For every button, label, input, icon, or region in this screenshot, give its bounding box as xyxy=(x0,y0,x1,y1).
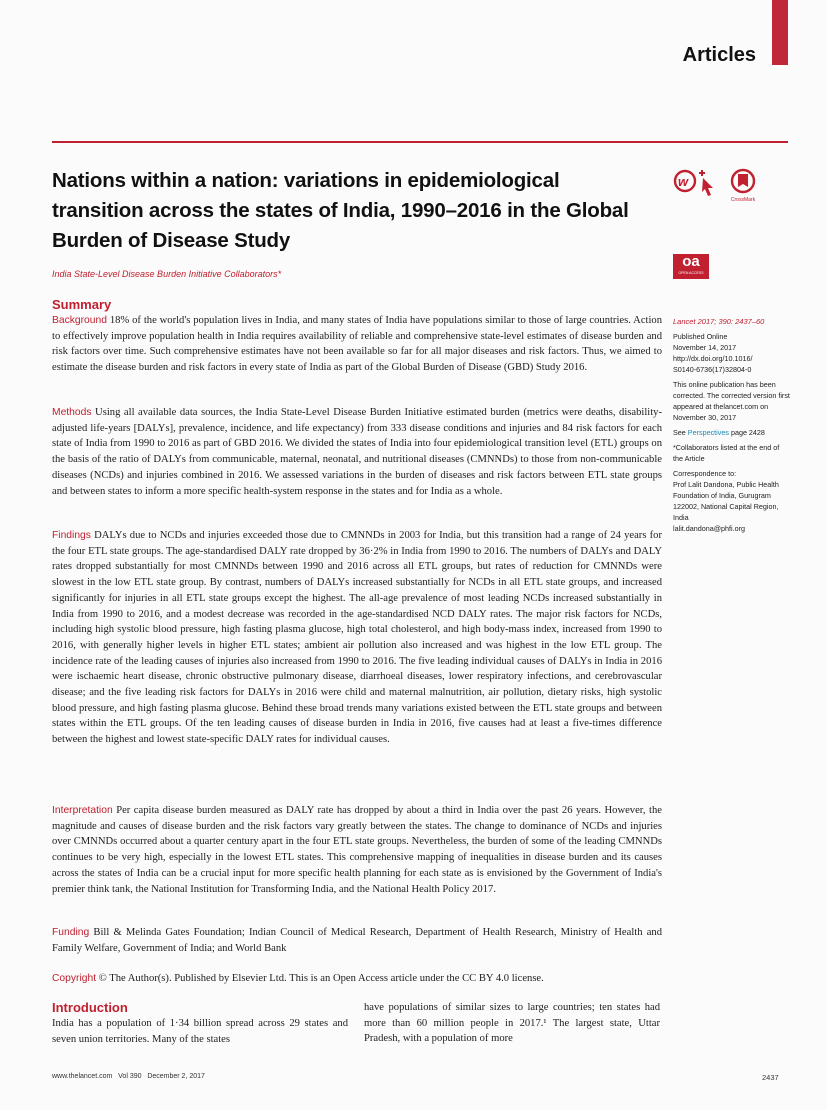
background-text: 18% of the world's population lives in India, and many states of India have populations similar to those of large countries. Action to effectively improve population health in India requires availability of reliable and comprehensive state-level estimates of disease burden and risk factors over time. Such comprehensive estimates have not been available so far for all major diseases and risk factors. Thus, we aimed to estimate the disease burden and risk factors in every state of India as part of the Global Burden of Disease (GBD) Study 2016. xyxy=(52,315,662,374)
interpretation-text: Per capita disease burden measured as DALY rate has dropped by about a third in India over the past 26 years. However, the magnitude and causes of disease burden and the risk factors vary greatly between the states. The change to dominance of NCDs and injuries over CMNNDs occurred about a quarter century apart in the four ETL state groups. Nevertheless, the burden of some of the leading CMNNDs continues to be very high, especially in the lowest ETL states. This comprehensive mapping of inequalities in disease burden and its causes across the states of India can be a crucial input for more specific health planning for each state as is envisioned by the Government of India's premier think tank, the National Institution for Transforming India, and the National Health Policy 2017. xyxy=(52,805,662,895)
perspectives-link[interactable]: Perspectives xyxy=(687,428,729,437)
correction-note: This online publication has been corrected. The corrected version first appeared at thelancet.com on November 30, 2017 xyxy=(673,380,790,422)
correspondence-label: Correspondence to: xyxy=(673,469,737,478)
publication-info xyxy=(673,331,791,375)
collaborators-note: *Collaborators listed at the end of the Article xyxy=(673,443,780,463)
article-title: Nations within a nation: variations in epidemiological transition across the states of India, 1990–2016 in the Global Burden of Disease Study xyxy=(52,169,629,252)
header-rule xyxy=(52,141,788,143)
svg-text:w: w xyxy=(678,174,689,189)
sidebar-notes xyxy=(673,316,791,538)
copyright-text: © The Author(s). Published by Elsevier Ltd. This is an Open Access article under the CC BY 4.0 license. xyxy=(96,973,544,984)
summary-methods xyxy=(52,405,662,499)
oa-sub-label: OPEN ACCESS xyxy=(678,271,704,275)
section-label: Articles xyxy=(682,44,756,66)
see-perspectives xyxy=(673,427,791,438)
correspondence-text: Prof Lalit Dandona, Public Health Foundation of India, Gurugram 122002, National Capital Region, India xyxy=(673,480,779,522)
introduction-column-2: have populations of similar sizes to large countries; ten states had more than 60 million people in 2017.¹ The largest state, Uttar Pradesh, with a population of more xyxy=(364,1002,660,1045)
see-prefix: See xyxy=(673,428,688,437)
author-byline[interactable]: India State-Level Disease Burden Initiative Collaborators* xyxy=(52,269,282,279)
summary-interpretation xyxy=(52,803,662,897)
summary-background xyxy=(52,313,662,376)
funding-label: Funding xyxy=(52,927,90,938)
published-date: November 14, 2017 xyxy=(673,343,737,352)
wiley-add-icon[interactable] xyxy=(673,168,723,203)
crossmark-icon[interactable] xyxy=(728,168,758,203)
summary-findings xyxy=(52,528,662,748)
summary-funding xyxy=(52,925,662,956)
findings-label: Findings xyxy=(52,530,91,541)
published-online-label: Published Online xyxy=(673,332,728,341)
doi-line-2[interactable]: S0140-6736(17)32804-0 xyxy=(673,365,752,374)
open-access-badge xyxy=(673,254,709,279)
correspondence xyxy=(673,468,791,534)
methods-text: Using all available data sources, the India State-Level Disease Burden Initiative estimated burden (metrics were deaths, disability-adjusted life-years [DALYs], prevalence, incidence, and life expectancy) from 333 disease conditions and injuries and 84 risk factors for each state of India from 1990 to 2016 as part of GBD 2016. We divided the states of India into four epidemiological transition level (ETL) groups on the basis of the ratio of DALYs from communicable, maternal, neonatal, and nutritional diseases (CMNNDs) to those from non-communicable diseases (NCDs) and injuries combined in 2016. We assessed variations in the burden of diseases and risk factors between ETL state groups and between states to inform a more specific health-system response in the states and for India as a whole. xyxy=(52,407,662,497)
introduction-column-1: India has a population of 1·34 billion spread across 29 states and seven union territories. Many of the states xyxy=(52,1018,348,1045)
methods-label: Methods xyxy=(52,407,92,418)
introduction-heading: Introduction xyxy=(52,1000,128,1015)
findings-text: DALYs due to NCDs and injuries exceeded those due to CMNNDs in 2003 for India, but this transition had a range of 24 years for the four ETL state groups. The age-standardised DALY rate dropped by 36·2% in India from 1990 to 2016. The numbers of DALYs and DALY rates dropped substantially for most CMNNDs between 1990 and 2016 across all ETL groups, but rates of reduction for CMNNDs were slowest in the low ETL state group. By contrast, numbers of DALYs increased substantially for NCDs in all ETL state groups, and increased significantly for injuries in all ETL state groups except the highest. The all-age prevalence of most leading NCDs increased substantially in India from 1990 to 2016, and a modest decrease was recorded in the age-standardised NCD DALY rates. The major risk factors for NCDs, including high systolic blood pressure, high fasting plasma glucose, high total cholesterol, and high body-mass index, increased from 1990 to 2016, with generally higher levels in higher ETL states; ambient air pollution also increased and was highest in the low ETL group. The incidence rate of the leading causes of injuries also increased from 1990 to 2016. The five leading individual causes of DALYs in India in 2016 were ischaemic heart disease, chronic obstructive pulmonary disease, diarrhoeal diseases, lower respiratory infections, and cerebrovascular disease; and the five leading risk factors for DALYs in 2016 were child and maternal malnutrition, air pollution, dietary risks, high systolic blood pressure, and high fasting plasma glucose. Behind these broad trends many variations existed between the ETL state groups and between states within the ETL groups. Of the ten leading causes of disease burden in India in 2016, five causes had at least a five-times difference between the highest and lowest state-specific DALY rates for individual causes. xyxy=(52,530,662,746)
crossmark-label: CrossMark xyxy=(730,197,756,203)
summary-copyright xyxy=(52,971,662,987)
citation: Lancet 2017; 390: 2437–60 xyxy=(673,317,765,326)
background-label: Background xyxy=(52,315,107,326)
copyright-label: Copyright xyxy=(52,973,97,984)
interpretation-label: Interpretation xyxy=(52,805,113,816)
summary-heading: Summary xyxy=(52,297,112,312)
oa-icon: oa xyxy=(682,253,700,270)
footer-journal-info: www.thelancet.com Vol 390 December 2, 2017 xyxy=(52,1073,205,1080)
page-number: 2437 xyxy=(762,1073,779,1082)
section-color-tab xyxy=(772,0,788,65)
see-suffix: page 2428 xyxy=(728,428,765,437)
doi-line-1[interactable]: http://dx.doi.org/10.1016/ xyxy=(673,354,753,363)
correspondence-email[interactable]: lalit.dandona@phfi.org xyxy=(673,524,746,533)
funding-text: Bill & Melinda Gates Foundation; Indian Council of Medical Research, Department of Health Research, Ministry of Health and Family Welfare, Government of India; and World Bank xyxy=(52,927,662,954)
